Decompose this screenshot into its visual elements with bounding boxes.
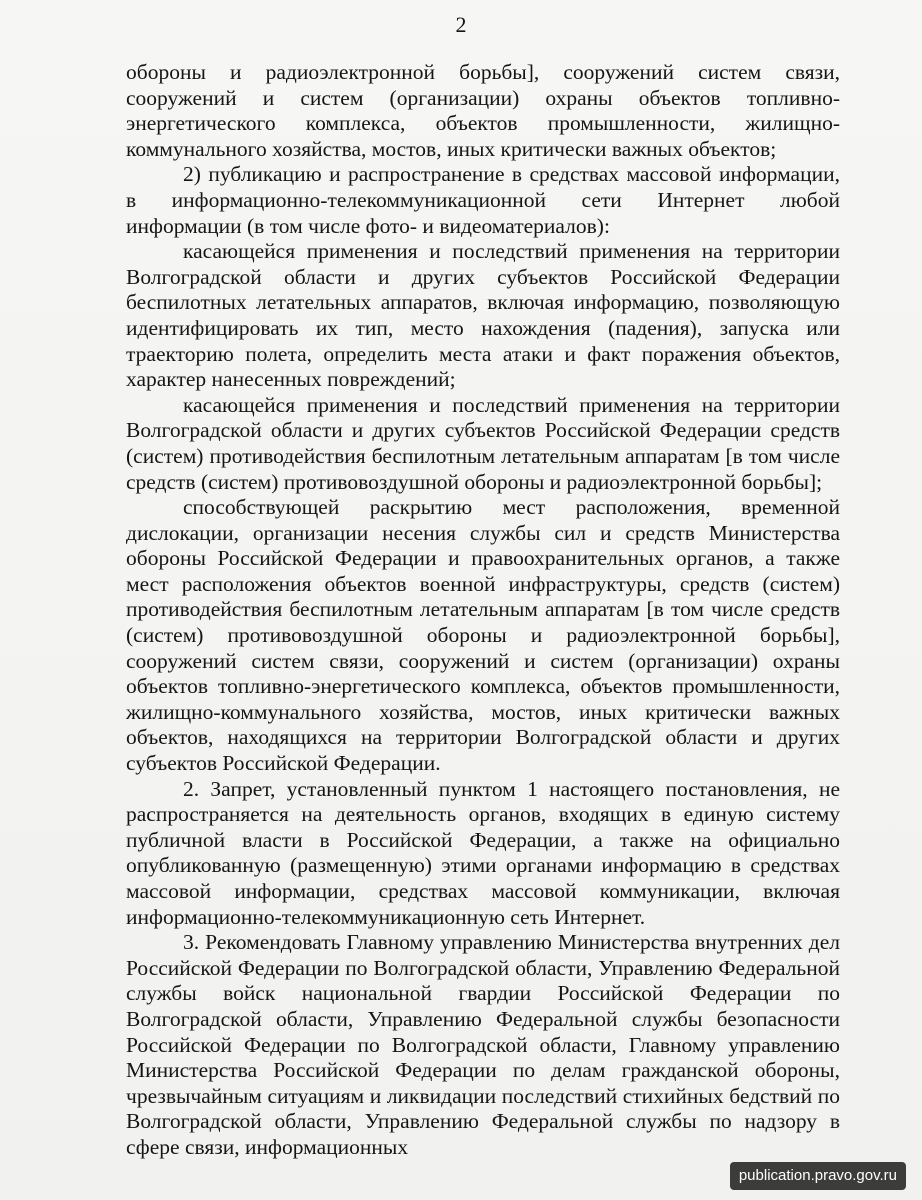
page-number: 2 (455, 12, 467, 37)
paragraph-drone-use-info: касающейся применения и последствий применения на территории Волгоградской области и других субъектов Российской Федерации беспилотных летательных аппаратов, включая информацию, позволяющую идентифицировать их тип, место нахождения (падения), запуска или траекторию полета, определить места атаки и факт поражения объектов, характер нанесенных повреждений; (126, 239, 840, 392)
paragraph-section-3: 3. Рекомендовать Главному управлению Министерства внутренних дел Российской Федерации по Волгоградской области, Управлению Федеральной службы войск национальной гвардии Российской Федерации по Волгоградской области, Управлению Федеральной службы безопасности Российской Федерации по Волгоградской области, Главному управлению Министерства Российской Федерации по делам гражданской обороны, чрезвычайным ситуациям и ликвидации последствий стихийных бедствий по Волгоградской области, Управлению Федеральной службы по надзору в сфере связи, информационных (126, 930, 840, 1159)
paragraph-section-2: 2. Запрет, установленный пунктом 1 настоящего постановления, не распространяется на деятельность органов, входящих в единую систему публичной власти в Российской Федерации, а также на официально опубликованную (размещенную) этими органами информацию в средствах массовой информации, средствах массовой коммуникации, включая информационно-телекоммуникационную сеть Интернет. (126, 776, 840, 929)
paragraph-location-disclosure: способствующей раскрытию мест расположения, временной дислокации, организации несения службы сил и средств Министерства обороны Российской Федерации и правоохранительных органов, а также мест расположения объектов военной инфраструктуры, средств (систем) противодействия беспилотным летательным аппаратам [в том числе средств (систем) противовоздушной обороны и радиоэлектронной борьбы], сооружений систем связи, сооружений и систем (организации) охраны объектов топливно-энергетического комплекса, объектов промышленности, жилищно-коммунального хозяйства, мостов, иных критически важных объектов, находящихся на территории Волгоградской области и других субъектов Российской Федерации. (126, 495, 840, 776)
source-watermark: publication.pravo.gov.ru (730, 1162, 906, 1190)
document-body (126, 60, 840, 1161)
paragraph-item-2: 2) публикацию и распространение в средствах массовой информации, в информационно-телекоммуникационной сети Интернет любой информации (в том числе фото- и видеоматериалов): (126, 162, 840, 238)
paragraph-continuation: обороны и радиоэлектронной борьбы], сооружений систем связи, сооружений и систем (организации) охраны объектов топливно-энергетического комплекса, объектов промышленности, жилищно-коммунального хозяйства, мостов, иных критически важных объектов; (126, 60, 840, 161)
paragraph-counter-drone-info: касающейся применения и последствий применения на территории Волгоградской области и других субъектов Российской Федерации средств (систем) противодействия беспилотным летательным аппаратам [в том числе средств (систем) противовоздушной обороны и радиоэлектронной борьбы]; (126, 392, 840, 494)
